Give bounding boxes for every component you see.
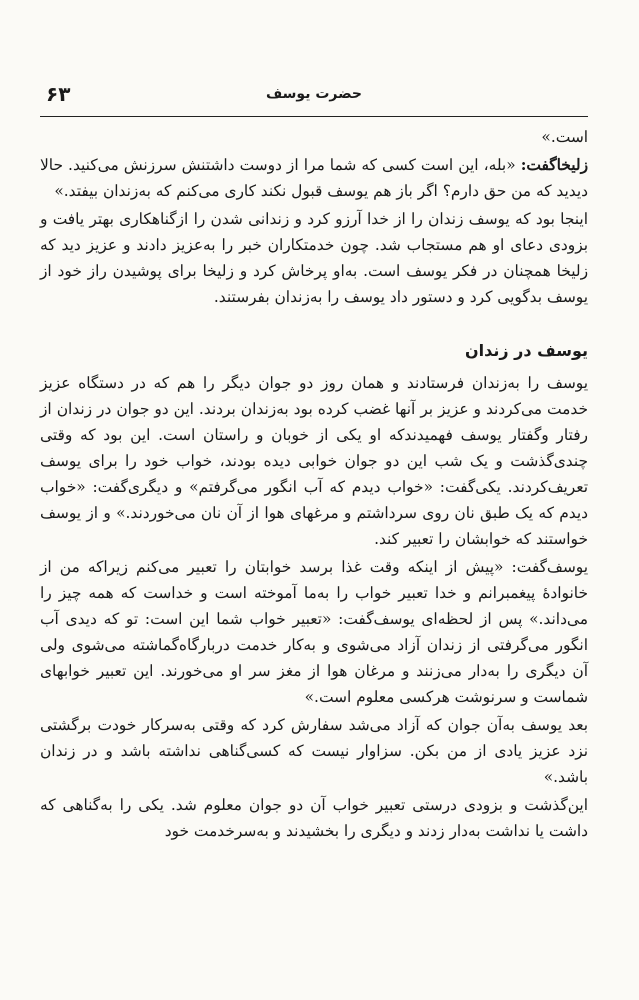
page-number: ۶۳ [46, 82, 71, 106]
paragraph-5 [40, 554, 588, 710]
paragraph-6: بعد یوسف به‌آن جوان که آزاد می‌شد سفارش کرد که وقتی به‌سرکار خودت برگشتی نزد عزیز یادی از من بکن. سزاوار نیست که کسی‌گناهی نداشته باشد و در زندان باشد.» [40, 716, 588, 786]
paragraph-1: است.» [541, 128, 588, 146]
speaker-label: زلیخاگفت: [520, 156, 588, 174]
paragraph-2 [40, 152, 588, 204]
running-title: حضرت یوسف [265, 86, 362, 102]
paragraph-2-text: «بله، این است کسی که شما مرا از دوست داشتنش سرزنش می‌کنید. حالا دیدید که من حق دارم؟ اگر باز هم یوسف قبول نکند کاری می‌کنم که به‌زندان بیفتد.» [40, 156, 588, 200]
speaker-label: یوسف‌گفت: [511, 558, 588, 576]
paragraph-4: یوسف را به‌زندان فرستادند و همان روز دو جوان دیگر را هم که در دستگاه عزیز خدمت می‌کردند و عزیز بر آنها غضب کرده بود به‌زندان بردند. این دو جوان در زندان از رفتار وگفتار یوسف فهمیدندکه او یکی از خوبان و راستان است. این بود که وقتی چندی‌گذشت و یک شب این دو جوان خوابی دیده بودند، خواب خود را برای یوسف تعریف‌کردند. یکی‌گفت: «خواب دیدم که آب انگور می‌گرفتم» و دیگری‌گفت: «خواب دیدم که یک طبق نان روی سرداشتم و مرغهای هوا از آن نان می‌خوردند.» و از یوسف خواستند که خوابشان را تعبیر کند. [40, 374, 588, 548]
paragraph-3: اینجا بود که یوسف زندان را از خدا آرزو کرد و زندانی شدن را ازگناهکاری بهتر یافت و بزودی دعای او هم مستجاب شد. چون خدمتکاران خبر را به‌عزیز دادند و عزیز دید که زلیخا همچنان در فکر یوسف است. به‌او پرخاش کرد و زلیخا برای پوشیدن راز خود از یوسف بدگویی کرد و دستور داد یوسف را به‌زندان بفرستند. [40, 210, 588, 306]
page-body [40, 124, 588, 844]
page-header [40, 82, 588, 117]
paragraph-7: این‌گذشت و بزودی درستی تعبیر خواب آن دو جوان معلوم شد. یکی را به‌گناهی که داشت یا نداشت به‌دار زدند و دیگری را بخشیدند و به‌سرخدمت خود [40, 796, 588, 840]
paragraph-5-text: «پیش از اینکه وقت غذا برسد خوابتان را تعبیر می‌کنم زیراکه من از خانوادهٔ پیغمبرانم و خدا تعبیر خواب را به‌ما آموخته است و خداست که همه چیز را می‌داند.» پس از لحظه‌ای یوسف‌گفت: «تعبیر خواب شما این است: تو که دیدی آب انگور می‌گرفتی از زندان آزاد می‌شوی و به‌کار خدمت دربارگاه‌گماشته می‌شوی ولی آن دیگری را به‌دار می‌زنند و مرغان هوا از مغز سر او می‌خورند. این تعبیر خوابهای شماست و سرنوشت هرکسی معلوم است.» [40, 558, 588, 706]
section-heading: یوسف در زندان [465, 341, 588, 360]
